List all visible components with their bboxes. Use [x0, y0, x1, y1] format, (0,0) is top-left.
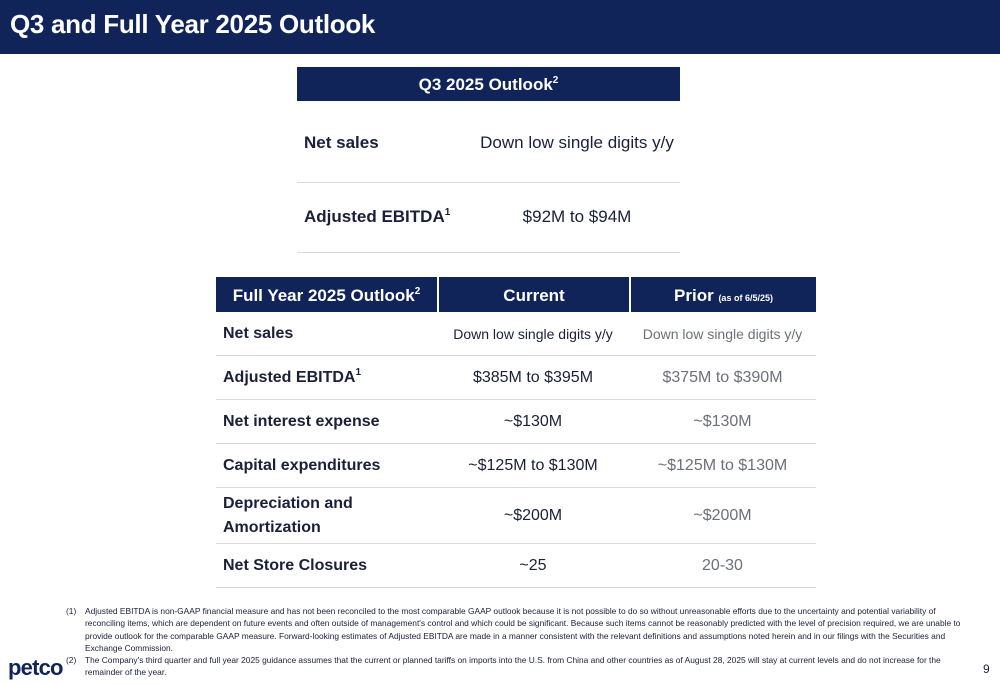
q3-row-value: Down low single digits y/y: [480, 133, 674, 152]
prior-column-header: Prior (as of 6/5/25): [631, 277, 816, 312]
q3-row-label: Net sales: [304, 133, 379, 152]
footnote-text: Adjusted EBITDA is non-GAAP financial measure and has not been reconciled to the most comparable GAAP outlook because it is not possible to do so without unreasonable efforts due to the uncertainty and potential variability of reconciling items, which are dependent on future events and often outside of management's control and which could be significant. Because such items cannot be reasonably predicted with the level of precision required, we are unable to provide outlook for the comparable GAAP measure. Forward-looking estimates of Adjusted EBITDA are made in a manner consistent with the relevant definitions and assumptions noted herein and in our filings with the Securities and Exchange Commission.: [85, 606, 961, 653]
petco-logo: petco: [8, 655, 63, 680]
table-row: [216, 312, 816, 356]
fy-heading-cell: Full Year 2025 Outlook$^2$: [216, 277, 437, 312]
fy-table-header: [216, 277, 816, 312]
row-label: Capital expenditures: [223, 456, 381, 474]
q3-outlook-table: [297, 67, 680, 253]
row-label: Net Store Closures: [223, 556, 368, 574]
prior-value: ~$125M to $130M: [657, 456, 788, 474]
current-value: Down low single digits y/y: [453, 325, 613, 342]
q3-row-value: $92M to $94M: [522, 207, 632, 226]
row-label: Net interest expense: [223, 412, 380, 430]
q3-row-net-sales: [297, 101, 680, 183]
current-column-header: Current: [439, 277, 629, 312]
title-bar: [0, 0, 1000, 54]
row-label: Depreciation and Amortization: [223, 494, 353, 536]
table-row: [216, 488, 816, 544]
row-label: Adjusted EBITDA$^1$: [223, 366, 362, 386]
prior-as-of-note: (as of 6/5/25): [718, 293, 773, 303]
current-value: ~$130M: [503, 412, 563, 430]
prior-value: ~$200M: [693, 506, 752, 524]
footnotes: [66, 605, 971, 679]
q3-table-header: [297, 67, 680, 101]
footnote-2: [66, 654, 971, 679]
q3-heading-sup: 2: [552, 75, 559, 86]
prior-value: $375M to $390M: [662, 368, 783, 386]
footnote-number: (1): [66, 606, 77, 616]
current-value: ~$200M: [503, 506, 563, 524]
table-row: [216, 400, 816, 444]
page-title: Q3 and Full Year 2025 Outlook: [10, 9, 376, 39]
prior-value: ~$130M: [693, 412, 752, 430]
q3-heading: Q3 2025 Outlook: [418, 75, 553, 94]
q3-row-label: Adjusted EBITDA$^1$: [304, 207, 451, 226]
prior-value: 20-30: [702, 556, 743, 574]
footnote-1: [66, 605, 971, 654]
prior-value: Down low single digits y/y: [642, 325, 803, 342]
footnote-text: The Company's third quarter and full year 2025 guidance assumes that the current or planned tariffs on imports into the U.S. from China and other countries as of August 28, 2025 will stay at current levels and do not increase for the remainder of the year.: [85, 655, 941, 678]
current-value: ~$125M to $130M: [468, 456, 598, 474]
row-label: Net sales: [223, 324, 294, 342]
current-value: ~25: [519, 556, 547, 574]
table-row: [216, 444, 816, 488]
fy-heading-sup: 2: [414, 286, 421, 297]
table-row: [216, 356, 816, 400]
q3-row-adjusted-ebitda: [297, 183, 680, 253]
page-number: 9: [983, 662, 990, 676]
footnote-ref: 1: [444, 207, 451, 218]
fy-outlook-table: [216, 277, 816, 588]
footnote-number: (2): [66, 655, 77, 666]
footnote-ref: 1: [355, 366, 362, 378]
current-value: $385M to $395M: [472, 368, 594, 386]
table-row: [216, 544, 816, 588]
